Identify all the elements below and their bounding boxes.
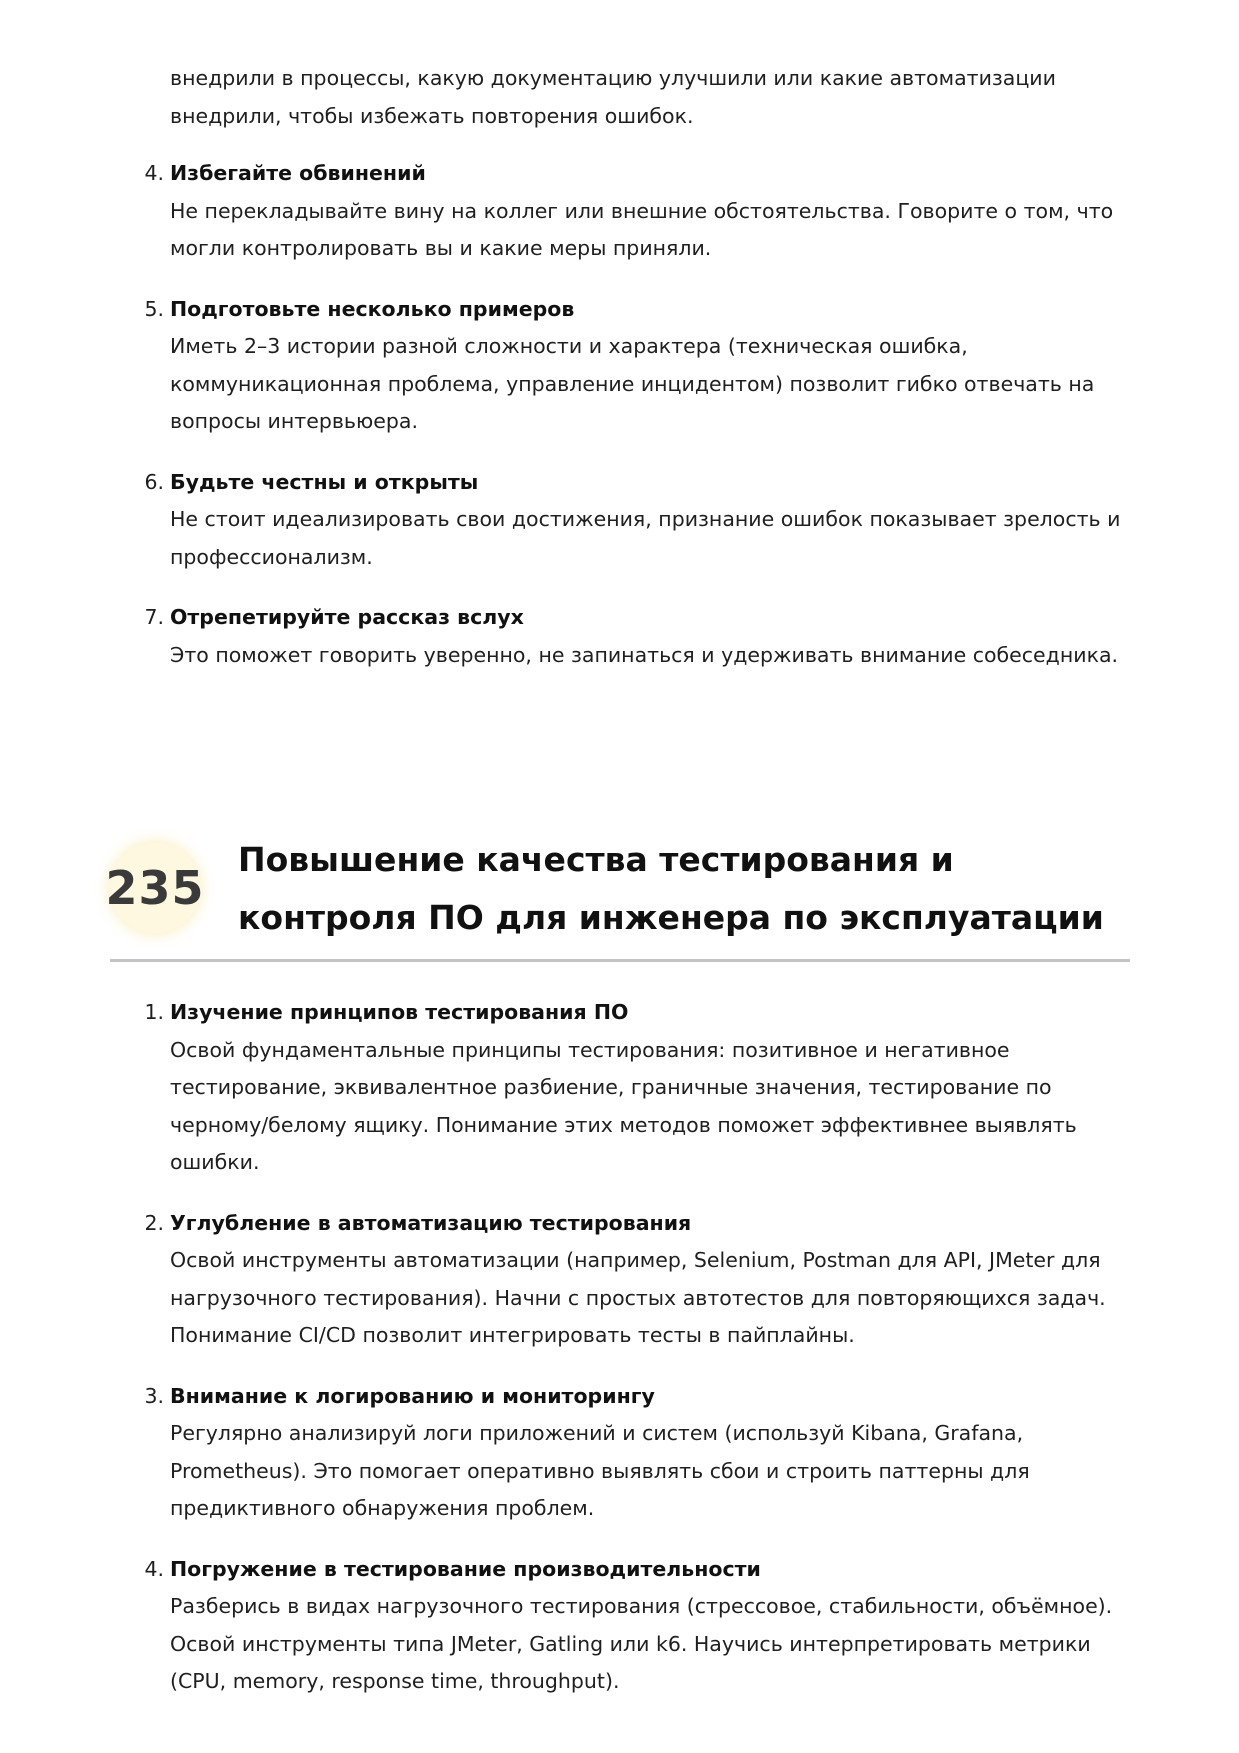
list-item-number: 4. (144, 161, 164, 185)
list-item (130, 599, 1130, 674)
list-item-text: Освой фундаментальные принципы тестирования: позитивное и негативное тестирование, эквивалентное разбиение, граничные значения, тестирование по черному/белому ящику. Понимание этих методов поможет эффективнее выявлять ошибки. (170, 1037, 1077, 1174)
list-item-title: Изучение принципов тестирования ПО (170, 1000, 629, 1024)
list-item-text: Не стоит идеализировать свои достижения, признание ошибок показывает зрелость и профессионализм. (170, 507, 1121, 569)
section-number-badge (105, 843, 205, 933)
list-item-number: 3. (144, 1383, 164, 1408)
list-item-number: 2. (144, 1210, 164, 1235)
continuation-text: внедрили в процессы, какую документацию улучшили или какие автоматизации внедрили, чтобы избежать повторения ошибок. (170, 66, 1056, 128)
list-item-text: Освой инструменты автоматизации (например, Selenium, Postman для API, JMeter для нагрузочного тестирования). Начни с простых автотестов для повторяющихся задач. Понимание CI/CD позволит интегрировать тесты в пайплайны. (170, 1248, 1106, 1347)
list-item-title: Будьте честны и открыты (170, 469, 479, 494)
list-item (130, 1378, 1130, 1528)
list-item (130, 155, 1130, 268)
section-title: Повышение качества тестирования и контроля ПО для инженера по эксплуатации (238, 840, 1104, 937)
list-item-title: Подготовьте несколько примеров (170, 296, 575, 321)
list-item-text: Это поможет говорить уверенно, не запинаться и удерживать внимание собеседника. (170, 642, 1119, 667)
list-item-title: Углубление в автоматизацию тестирования (170, 1210, 692, 1235)
list-item (130, 291, 1130, 441)
list-item-number: 1. (144, 1000, 164, 1024)
continuation-paragraph (170, 60, 1130, 135)
list-item-text: Регулярно анализируй логи приложений и систем (используй Kibana, Grafana, Prometheus). Это помогает оперативно выявлять сбои и строить паттерны для предиктивного обнаружения проблем. (170, 1421, 1030, 1520)
list-item-text: Разберись в видах нагрузочного тестирования (стрессовое, стабильности, объёмное). Освой инструменты типа JMeter, Gatling или k6. Научись интерпретировать метрики (CPU, memory, response time, throughput). (170, 1594, 1113, 1693)
list-item-number: 7. (144, 605, 164, 629)
list-item-title: Внимание к логированию и мониторингу (170, 1383, 655, 1408)
list-item-title: Погружение в тестирование производительности (170, 1556, 761, 1581)
list-item (130, 1551, 1130, 1701)
testing-improvements-list (130, 994, 1130, 1724)
section-header (105, 835, 1130, 963)
list-item-number: 5. (144, 296, 164, 321)
list-item-text: Не перекладывайте вину на коллег или внешние обстоятельства. Говорите о том, что могли контролировать вы и какие меры приняли. (170, 198, 1114, 260)
list-item-text: Иметь 2–3 истории разной сложности и характера (техническая ошибка, коммуникационная проблема, управление инцидентом) позволит гибко отвечать на вопросы интервьюера. (170, 334, 1095, 433)
list-item (130, 464, 1130, 577)
list-item-number: 6. (144, 469, 164, 494)
section-number: 235 (105, 861, 205, 915)
list-item (130, 994, 1130, 1182)
section-divider (110, 959, 1130, 962)
list-item-number: 4. (144, 1556, 164, 1581)
list-item-title: Отрепетируйте рассказ вслух (170, 605, 524, 629)
list-item (130, 1205, 1130, 1355)
list-item-title: Избегайте обвинений (170, 161, 426, 185)
tips-list (130, 155, 1130, 697)
